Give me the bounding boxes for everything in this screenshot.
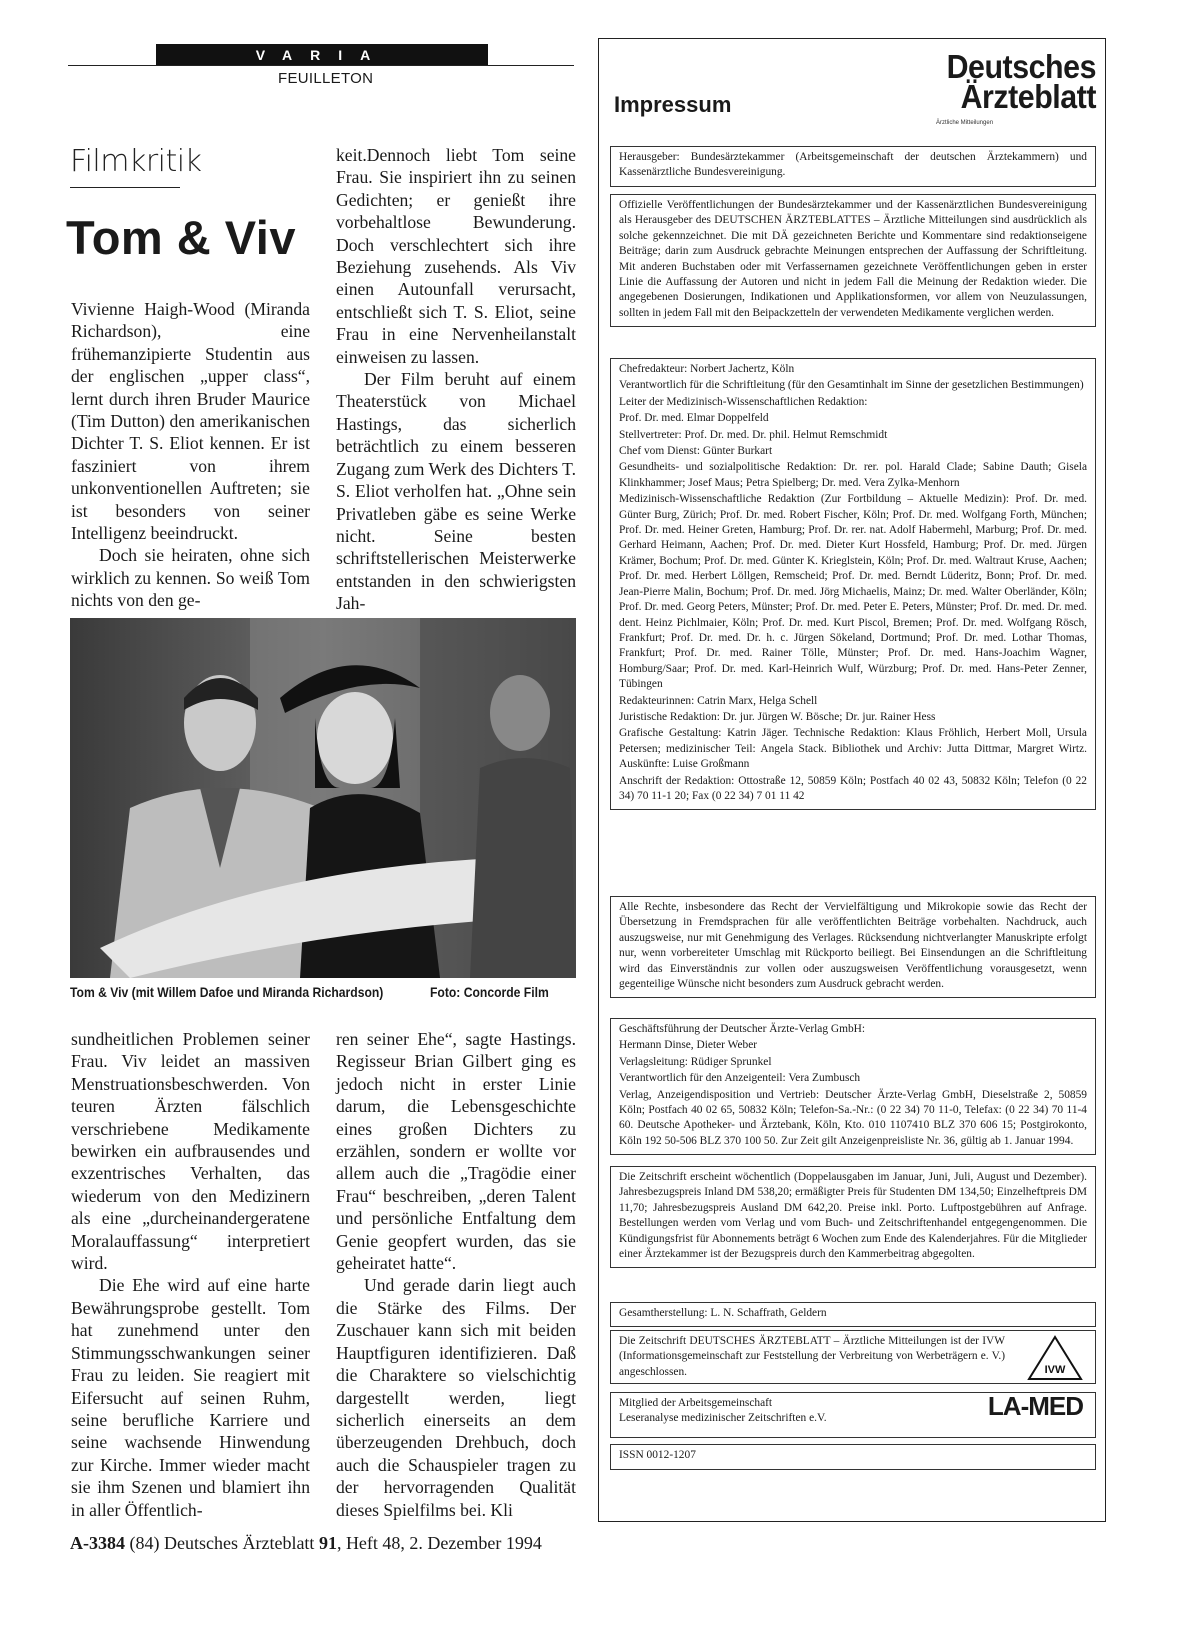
impressum-title: Impressum (614, 92, 732, 117)
article-paragraph: sundheitlichen Problemen seiner Frau. Viv leidet an massiven Menstruationsbeschwerden. Von teuren Ärzten fälschlich verschriebene Medikamente bewirken ein aufbrausendes und exzentrisches Verhalten, das wiederum von den Medizinern als eine „durcheinandergeratene Moralauffassung“ interpretiert wird. (71, 1029, 310, 1274)
lamed-logo: LA-MED (987, 1391, 1083, 1421)
logo-subtitle: Ärztliche Mitteilungen (936, 120, 994, 126)
lamed-line-2: Leseranalyse medizinischer Zeitschriften e.V. (619, 1412, 827, 1425)
photo-credit: Foto: Concorde Film (430, 985, 549, 1000)
article-paragraph: Vivienne Haigh-Wood (Miranda Richardson), eine frühemanzipierte Studentin aus der englischen „upper class“, lernt durch ihren Bruder Maurice (Tim Dutton) den amerikanischen Dichter T. S. Eliot kennen. Er ist fasziniert von ihrem unkonventionellen Auftreten; sie ist besonders von seiner Intelligenz beeindruckt. (71, 299, 310, 544)
caption-text: Tom & Viv (mit Willem Dafoe und Miranda Richardson) (70, 985, 384, 1000)
impressum-box-ivw (610, 1330, 1096, 1384)
impressum-paragraph: Medizinisch-Wissenschaftliche Redaktion (Zur Fortbildung – Aktuelle Medizin): Prof. Dr. med. Günter Burg, Zürich; Prof. Dr. med. Robert Fischer, Köln; Prof. Dr. med. Wolfgang Forth, München; Prof. Dr. med. Heiner Greten, Hamburg; Prof. Dr. rer. nat. Adolf Habermehl, Marburg; Prof. Dr. med. Gerhard Heimann, Aachen; Prof. Dr. med. Dieter Kurt Hossfeld, Hamburg; Prof. Dr. med. Jürgen Krämer, Bochum; Prof. Dr. med. Günter K. Krieglstein, Köln; Prof. Dr. med. Waltraut Kruse, Aachen; Prof. Dr. med. Herbert Löllgen, Remscheid; Prof. Dr. med. Berndt Lüderitz, Bonn; Prof. Dr. med. Jean-Pierre Malin, Bochum; Prof. Dr. med. Jörg Michaelis, Mainz; Dr. med. Walter Oberländer, Köln; Prof. Dr. med. Georg Peters, Münster; Prof. Dr. med. Peter E. Peters, Münster; Prof. Dr. med. Dr. med. dent. Heinz Pichlmaier, Köln; Prof. Dr. med. Kurt Piscol, Bremen; Prof. Dr. med. Wolfgang Rösch, Frankfurt; Prof. Dr. med. Dr. h. c. Jürgen Sökeland, Dortmund; Prof. Dr. med. Lothar Thomas, Frankfurt; Prof. Dr. med. Rainer Tölle, Münster; Prof. Dr. med. Hans-Joachim Wagner, Homburg/Saar; Prof. Dr. med. Karl-Heinrich Wulf, Würzburg; Prof. Dr. med. Hans-Peter Zenner, Tübingen (619, 493, 1087, 691)
article-paragraph: Die Ehe wird auf eine harte Bewährungsprobe gestellt. Tom hat zunehmend unter den Stimmungsschwankungen seiner Frau zu leiden. Sie reagiert mit Eifersucht auf seinen Ruhm, seine berufliche Karriere und seine wachsende Hinwendung zur Kirche. Immer wieder macht sie ihm Szenen und blamiert ihn in aller Öffentlich- (71, 1275, 310, 1520)
impressum-box-printing (610, 1302, 1096, 1327)
impressum-paragraph: Verlagsleitung: Rüdiger Sprunkel (619, 1055, 772, 1068)
section-subtitle: FEUILLETON (278, 70, 374, 87)
impressum-box-subscription (610, 1166, 1096, 1268)
impressum-paragraph: Prof. Dr. med. Elmar Doppelfeld (619, 412, 769, 425)
footer-journal: (84) Deutsches Ärzteblatt (129, 1533, 315, 1553)
impressum-box-publisher (610, 146, 1096, 187)
impressum-paragraph: Chef vom Dienst: Günter Burkart (619, 445, 773, 458)
lamed-line-1: Mitglied der Arbeitsgemeinschaft (619, 1397, 773, 1409)
impressum-paragraph: Herausgeber: Bundesärztekammer (Arbeitsgemeinschaft der deutschen Ärztekammern) und Kassenärztliche Bundesvereinigung. (619, 151, 1087, 179)
impressum-box-editorial (610, 358, 1096, 810)
impressum-box-issn (610, 1444, 1096, 1470)
page-number: A-3384 (70, 1533, 125, 1553)
section-rule (68, 65, 574, 66)
impressum-paragraph: Chefredakteur: Norbert Jachertz, Köln (619, 363, 795, 375)
impressum-paragraph: Anschrift der Redaktion: Ottostraße 12, 50859 Köln; Postfach 40 02 43, 50832 Köln; Telefon (0 22 34) 70 11-1 20; Fax (0 22 34) 7 01 11 42 (619, 774, 1087, 802)
impressum-paragraph: Redakteurinnen: Catrin Marx, Helga Schell (619, 694, 818, 707)
impressum-paragraph: Offizielle Veröffentlichungen der Bundesärztekammer und der Kassenärztlichen Bundesvereinigung als Herausgeber des DEUTSCHEN ÄRZTEBLATTES – Ärztliche Mitteilungen sind ausdrücklich als solche gekennzeichnet. Die mit DÄ gezeichneten Berichte und Kommentare sind redaktionseigene Beiträge; darin zum Ausdruck gebrachte Meinungen entsprechen der Auffassung der Schriftleitung. Mit anderen Buchstaben oder mit Verfassernamen gezeichnete Veröffentlichungen geben in erster Linie die Auffassung der Autoren und nicht in jedem Fall die Meinung der Redaktion wieder. Die angegebenen Dosierungen, Indikationen und Applikationsformen, vor allem von Neuzulassungen, sollten in jedem Fall mit den Beipackzetteln der verwendeten Medikamente verglichen werden. (619, 199, 1087, 319)
svg-text:IVW: IVW (1044, 1364, 1066, 1376)
impressum-paragraph: Gesamtherstellung: L. N. Schaffrath, Geldern (619, 1307, 827, 1319)
impressum-paragraph: Juristische Redaktion: Dr. jur. Jürgen W. Bösche; Dr. jur. Rainer Hess (619, 710, 936, 723)
article-column-4 (336, 1028, 576, 1521)
ivw-text: Die Zeitschrift DEUTSCHES ÄRZTEBLATT – Ärztliche Mitteilungen ist der IVW (Informationsgemeinschaft zur Feststellung der Verbreitung von Werbeträgern e. V.) angeschlossen. (619, 1335, 1005, 1378)
article-paragraph: Doch sie heiraten, ohne sich wirklich zu kennen. So weiß Tom nichts von den ge- (71, 545, 310, 611)
impressum-paragraph: Hermann Dinse, Dieter Weber (619, 1039, 758, 1052)
article-paragraph: ren seiner Ehe“, sagte Hastings. Regisseur Brian Gilbert ging es jedoch nicht in erster Linie darum, die Lebensgeschichte eines großen Dichters zu erzählen, sondern er wollte vor allem auch die „Tragödie einer Frau“ beschreiben, „deren Talent und persönliche Entfaltung dem Genie geopfert wurden, das sie geheiratet hatte“. (336, 1029, 576, 1274)
article-column-2 (336, 144, 576, 615)
article-paragraph: keit.Dennoch liebt Tom seine Frau. Sie inspiriert ihn zu seinen Gedichten; er genießt ihre vorbehaltlose Bewunderung. Doch verschlechtert sich ihre Beziehung zusehends. Als Viv einen Autounfall verursacht, entschließt sich T. S. Eliot, seine Frau in eine Nervenheilanstalt einweisen zu lassen. (336, 145, 576, 367)
article-paragraph: Und gerade darin liegt auch die Stärke des Films. Der Zuschauer kann sich mit beiden Hauptfiguren identifizieren. Daß die Charaktere so vielschichtig dargestellt werden, liegt sicherlich einerseits an dem überzeugenden Drehbuch, doch auch die Schauspieler tragen zu der hervorragenden Qualität dieses Spielfilms bei. Kli (336, 1275, 576, 1520)
article-kicker: Filmkritik (70, 144, 202, 179)
impressum-box-official (610, 194, 1096, 327)
impressum-paragraph: Verantwortlich für den Anzeigenteil: Vera Zumbusch (619, 1072, 861, 1085)
article-column-3 (71, 1028, 310, 1521)
section-bar: VARIA (156, 44, 488, 66)
impressum-box-rights (610, 896, 1096, 998)
footer-issue: , Heft 48, 2. Dezember 1994 (336, 1533, 542, 1553)
impressum-paragraph: Grafische Gestaltung: Katrin Jäger. Technische Redaktion: Klaus Fröhlich, Herbert Moll, Ursula Petersen; medizinischer Teil: Angela Stack. Bibliothek und Archiv: Jutta Dittmar, Margret Wirtz. Auskünfte: Luise Großmann (619, 727, 1087, 771)
impressum-box-publishing (610, 1018, 1096, 1155)
ivw-logo-icon (1027, 1335, 1083, 1381)
impressum-paragraph: Alle Rechte, insbesondere das Recht der Vervielfältigung und Mikrokopie sowie das Recht der Übersetzung in Fremdsprachen für alle veröffentlichten Beiträge vorbehalten. Nachdruck, auch auszugsweise, nur mit Genehmigung des Verlages. Rücksendung nichtverlangter Manuskripte erfolgt nur, wenn vorbereiteter Umschlag mit Rückporto beiliegt. Bei Einsendungen an die Schriftleitung wird das Einverständnis zur vollen oder auszugsweisen Veröffentlichung vorausgesetzt, wenn gegenteilige Wünsche nicht besonders zum Ausdruck gebracht werden. (619, 901, 1087, 991)
impressum-paragraph: Geschäftsführung der Deutscher Ärzte-Verlag GmbH: (619, 1023, 866, 1035)
logo-line-1: Deutsches (946, 48, 1096, 85)
impressum-paragraph: Die Zeitschrift erscheint wöchentlich (Doppelausgaben im Januar, Juni, Juli, August und Dezember). Jahresbezugspreis Inland DM 538,20; ermäßigter Preis für Studenten DM 134,50; Einzelheftpreis DM 11,70; Jahresbezugspreis Ausland DM 642,20. Preise inkl. Porto. Luftpostgebühren auf Anfrage. Bestellungen werden vom Verlag und vom Buch- und Zeitschriftenhandel entgegengenommen. Die Kündigungsfrist für Abonnements beträgt 6 Wochen zum Ende des Kalenderjahres. Für die Mitglieder einer Ärztekammer ist der Bezugspreis durch den Kammerbeitrag abgegolten. (619, 1171, 1087, 1261)
page-footer (70, 1533, 542, 1554)
impressum-paragraph: Leiter der Medizinisch-Wissenschaftlichen Redaktion: (619, 395, 868, 408)
film-still-photo (70, 618, 576, 978)
logo-line-2: Ärzteblatt (960, 78, 1096, 115)
footer-volume: 91 (318, 1533, 337, 1553)
photo-caption (70, 985, 549, 1000)
impressum-paragraph: Stellvertreter: Prof. Dr. med. Dr. phil. Helmut Remschmidt (619, 428, 888, 441)
film-still-image (70, 618, 576, 978)
kicker-rule (70, 187, 180, 188)
issn-text: ISSN 0012-1207 (619, 1449, 696, 1461)
impressum-paragraph: Verlag, Anzeigendisposition und Vertrieb: Deutscher Ärzte-Verlag GmbH, Dieselstraße 2, 50859 Köln; Postfach 40 02 65, 50832 Köln; Telefon-Sa.-Nr.: (0 22 34) 70 11-0, Telefax: (0 22 34) 70 11-4 60. Deutsche Apotheker- und Ärztebank, Köln, Kto. 010 1107410 BLZ 370 606 15; Postgirokonto, Köln 192 50-506 BLZ 370 100 50. Zur Zeit gilt Anzeigenpreisliste Nr. 36, gültig ab 1. Januar 1994. (619, 1088, 1087, 1147)
article-paragraph: Der Film beruht auf einem Theaterstück von Michael Hastings, das sicherlich beträchtlich zu einem besseren Zugang zum Werk des Dichters T. S. Eliot verholfen hat. „Ohne sein Privatleben gäbe es seine Werke nicht. Seine besten schriftstellerischen Meisterwerke entstanden in den schwierigsten Jah- (336, 369, 576, 614)
article-title: Tom & Viv (66, 211, 296, 264)
impressum-box-lamed (610, 1392, 1096, 1438)
impressum-paragraph: Verantwortlich für die Schriftleitung (für den Gesamtinhalt im Sinne der gesetzlichen Bestimmungen) (619, 379, 1084, 392)
article-column-1 (71, 298, 310, 612)
journal-logo (916, 48, 1096, 115)
impressum-paragraph: Gesundheits- und sozialpolitische Redaktion: Dr. rer. pol. Harald Clade; Sabine Dauth; Gisela Klinkhammer; Josef Maus; Petra Spielberg; Dr. med. Vera Zylka-Menhorn (619, 461, 1087, 489)
